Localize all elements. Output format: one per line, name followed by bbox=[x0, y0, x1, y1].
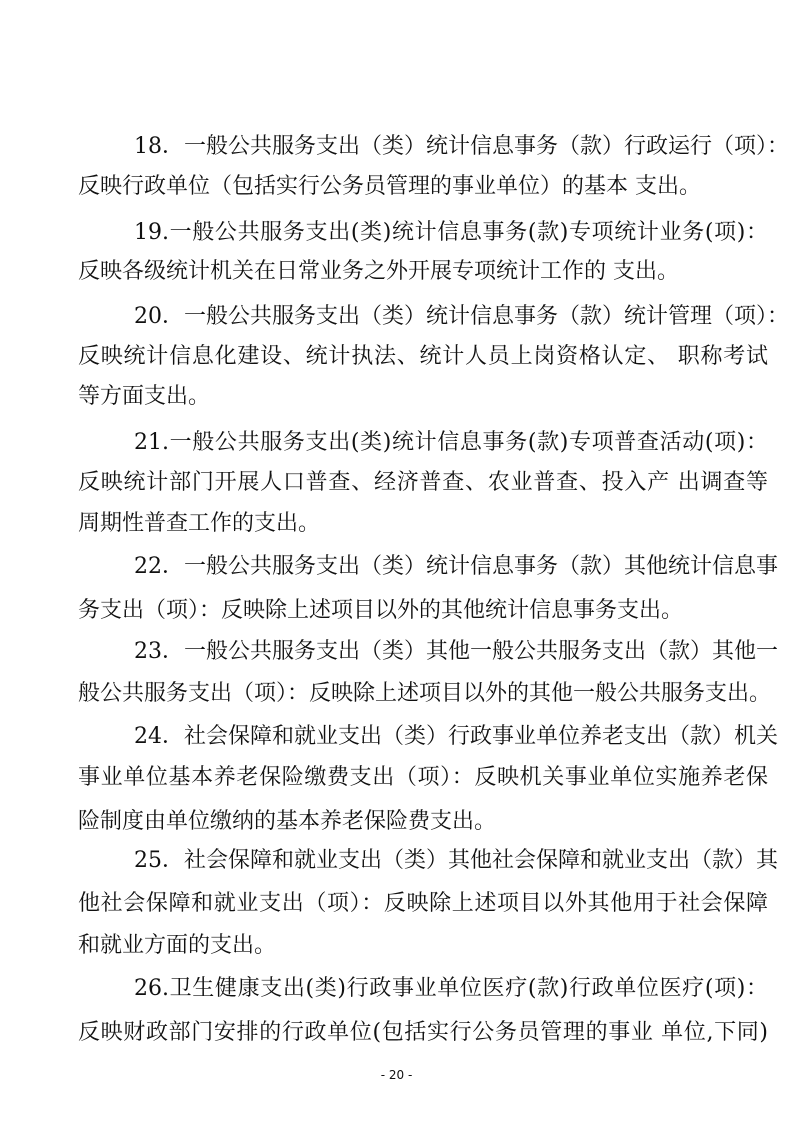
text-line: 25．社会保障和就业支出（类）其他社会保障和就业支出（款）其 bbox=[134, 848, 778, 873]
page-number: - 20 - bbox=[380, 1068, 413, 1082]
text-line: 他社会保障和就业支出（项）：反映除上述项目以外其他用于社会保障 bbox=[78, 891, 768, 916]
text-line: 26.卫生健康支出(类)行政事业单位医疗(款)行政单位医疗(项)： bbox=[134, 976, 768, 1001]
text-line: 22．一般公共服务支出（类）统计信息事务（款）其他统计信息事 bbox=[134, 554, 778, 579]
text-line: 反映统计信息化建设、统计执法、统计人员上岗资格认定、 职称考试 bbox=[78, 344, 768, 369]
text-line: 24．社会保障和就业支出（类）行政事业单位养老支出（款）机关 bbox=[134, 724, 778, 749]
text-line: 事业单位基本养老保险缴费支出（项）：反映机关事业单位实施养老保 bbox=[78, 765, 768, 790]
text-line: 21.一般公共服务支出(类)统计信息事务(款)专项普查活动(项)： bbox=[134, 430, 768, 455]
text-line: 反映各级统计机关在日常业务之外开展专项统计工作的 支出。 bbox=[78, 259, 679, 284]
text-line: 周期性普查工作的支出。 bbox=[78, 511, 321, 536]
text-line: 般公共服务支出（项）：反映除上述项目以外的其他一般公共服务支出。 bbox=[78, 681, 772, 706]
text-line: 等方面支出。 bbox=[78, 384, 211, 409]
text-line: 反映行政单位（包括实行公务员管理的事业单位）的基本 支出。 bbox=[78, 174, 701, 199]
text-line: 18．一般公共服务支出（类）统计信息事务（款）行政运行（项）： bbox=[134, 134, 789, 159]
text-line: 19.一般公共服务支出(类)统计信息事务(款)专项统计业务(项)： bbox=[134, 220, 768, 245]
text-line: 务支出（项）：反映除上述项目以外的其他统计信息事务支出。 bbox=[78, 598, 684, 623]
text-line: 反映财政部门安排的行政单位(包括实行公务员管理的事业 单位,下同) bbox=[78, 1020, 768, 1045]
text-line: 险制度由单位缴纳的基本养老保险费支出。 bbox=[78, 809, 497, 834]
text-line: 23．一般公共服务支出（类）其他一般公共服务支出（款）其他一 bbox=[134, 639, 778, 664]
text-line: 和就业方面的支出。 bbox=[78, 933, 277, 958]
text-line: 反映统计部门开展人口普查、经济普查、农业普查、投入产 出调查等 bbox=[78, 470, 768, 495]
text-line: 20．一般公共服务支出（类）统计信息事务（款）统计管理（项）： bbox=[134, 304, 789, 329]
